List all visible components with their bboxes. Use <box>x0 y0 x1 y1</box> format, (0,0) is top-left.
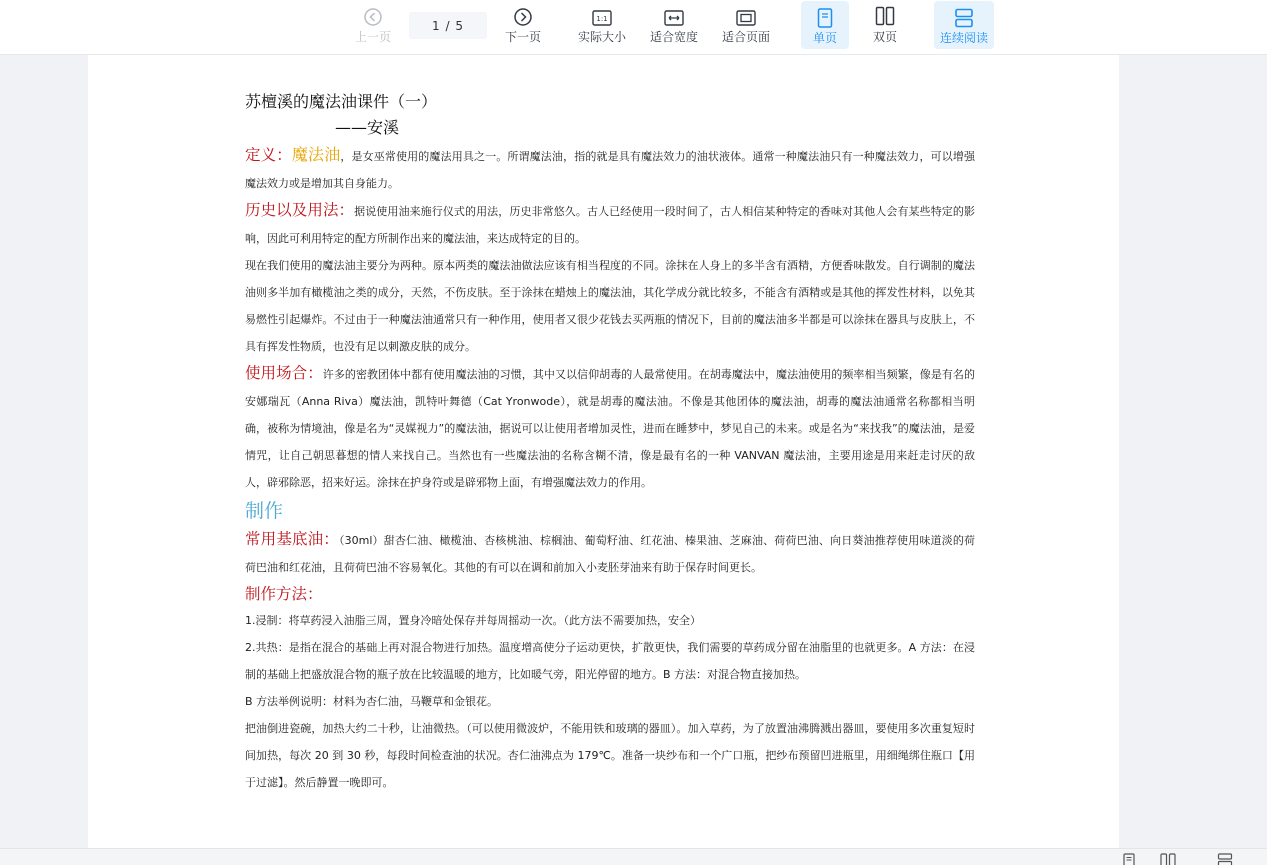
step-2-paragraph: 2.共热：是指在混合的基础上再对混合物进行加热。温度增高使分子运动更快，扩散更快，我们需要的草药成分留在油脂里的也就更多。A 方法：在浸制的基础上把盛放混合物的瓶子放在比较温暖的地方，比如暖气旁，阳光停留的地方。B 方法：对混合物直接加热。 <box>245 641 975 681</box>
double-page-icon[interactable] <box>1160 852 1176 865</box>
bottom-status-bar <box>0 848 1267 865</box>
fit-page-button[interactable] <box>720 0 772 55</box>
definition-paragraph <box>245 141 975 197</box>
prev-page-label: 上一页 <box>354 30 391 44</box>
fit-page-icon <box>736 0 756 30</box>
making-section-heading: 制作 <box>245 500 284 522</box>
double-page-icon <box>875 0 895 30</box>
viewer-toolbar <box>0 0 1267 55</box>
single-page-icon[interactable] <box>1123 852 1135 865</box>
continuous-reading-label: 连续阅读 <box>939 31 988 45</box>
document-viewport[interactable] <box>0 55 1267 848</box>
definition-term: 魔法油 <box>291 145 341 164</box>
fit-page-label: 适合页面 <box>721 30 770 44</box>
fit-width-button[interactable] <box>648 0 700 55</box>
history-paragraph <box>245 197 975 252</box>
double-page-label: 双页 <box>872 30 897 44</box>
continuous-reading-button[interactable] <box>934 1 994 49</box>
continuous-reading-icon[interactable] <box>1217 852 1233 865</box>
history-heading: 历史以及用法： <box>245 201 355 219</box>
actual-size-label: 实际大小 <box>577 30 626 44</box>
occasion-heading: 使用场合： <box>245 364 323 382</box>
circle-right-arrow-icon <box>514 0 532 30</box>
page-number-input[interactable]: 1 / 5 <box>409 12 487 39</box>
document-author: ——安溪 <box>335 118 400 137</box>
continuous-reading-icon <box>954 1 974 31</box>
svg-text:1:1: 1:1 <box>596 15 608 23</box>
actual-size-button[interactable] <box>576 0 628 55</box>
circle-left-arrow-icon <box>364 0 382 30</box>
step-1-paragraph: 1.浸制：将草药浸入油脂三周，置身冷暗处保存并每周摇动一次。（此方法不需要加热，安全） <box>245 614 701 627</box>
next-page-label: 下一页 <box>504 30 541 44</box>
base-oil-body: （30ml）甜杏仁油、橄榄油、杏核桃油、棕榈油、葡萄籽油、红花油、榛果油、芝麻油、荷荷巴油、向日葵油推荐使用味道淡的荷荷巴油和红花油，且荷荷巴油不容易氧化。其他的有可以在调和前加入小麦胚芽油来有助于保存时间更长。 <box>245 534 975 574</box>
base-oil-heading: 常用基底油： <box>245 530 339 548</box>
occasion-body: 许多的密教团体中都有使用魔法油的习惯，其中又以信仰胡毒的人最常使用。在胡毒魔法中，魔法油使用的频率相当频繁，像是有名的安娜瑞瓦（Anna Riva）魔法油，凯特叶舞德（Cat Yronwode），就是胡毒的魔法油。不像是其他团体的魔法油，胡毒的魔法油通常名称都相当明确，被称为情境油，像是名为“灵媒视力”的魔法油，据说可以让使用者增加灵性，进而在睡梦中，梦见自己的未来。或是名为“来找我”的魔法油，是爱情咒，让自己朝思暮想的情人来找自己。当然也有一些魔法油的名称含糊不清，像是最有名的一种 VANVAN 魔法油，主要用途是用来赶走讨厌的敌人，辟邪除恶，招来好运。涂抹在护身符或是辟邪物上面，有增强魔法效力的作用。 <box>245 368 975 489</box>
document-page <box>88 55 1119 848</box>
single-page-button[interactable] <box>801 1 849 49</box>
fit-width-icon <box>664 0 684 30</box>
actual-size-icon <box>592 0 612 30</box>
definition-body: ，是女巫常使用的魔法用具之一。所谓魔法油，指的就是具有魔法效力的油状液体。通常一种魔法油只有一种魔法效力，可以增强魔法效力或是增加其自身能力。 <box>245 150 975 190</box>
definition-heading: 定义： <box>245 146 292 164</box>
prev-page-button[interactable] <box>352 0 394 55</box>
page-content <box>245 89 975 796</box>
base-oil-paragraph <box>245 526 975 581</box>
method-heading: 制作方法： <box>245 585 323 603</box>
occasion-paragraph <box>245 360 975 496</box>
document-title: 苏檀溪的魔法油课件（一） <box>245 92 438 111</box>
double-page-button[interactable] <box>861 0 909 55</box>
next-page-button[interactable] <box>502 0 544 55</box>
history-body: 据说使用油来施行仪式的用法，历史非常悠久。古人已经使用一段时间了，古人相信某种特定的香味对其他人会有某些特定的影响，因此可利用特定的配方所制作出来的魔法油，来达成特定的目的。 <box>245 205 975 245</box>
fit-width-label: 适合宽度 <box>649 30 698 44</box>
single-page-icon <box>817 1 833 31</box>
example-heading: B 方法举例说明：材料为杏仁油，马鞭草和金银花。 <box>245 695 499 708</box>
example-paragraph: 把油倒进瓷碗，加热大约二十秒，让油微热。（可以使用微波炉，不能用铁和玻璃的器皿）。加入草药，为了放置油沸腾溅出器皿，要使用多次重复短时间加热，每次 20 到 30 秒，每段时间检查油的状况。杏仁油沸点为 179℃。准备一块纱布和一个广口瓶，把纱布预留凹进瓶里，用细绳绑住瓶口【用于过滤】。然后静置一晚即可。 <box>245 722 975 789</box>
types-paragraph: 现在我们使用的魔法油主要分为两种。原本两类的魔法油做法应该有相当程度的不同。涂抹在人身上的多半含有酒精，方便香味散发。自行调制的魔法油则多半加有橄榄油之类的成分，天然，不伤皮肤。至于涂抹在蜡烛上的魔法油，其化学成分就比较多，不能含有酒精或是其他的挥发性材料，以免其易燃性引起爆炸。不过由于一种魔法油通常只有一种作用，使用者又很少花钱去买两瓶的情况下，目前的魔法油多半都是可以涂抹在器具与皮肤上，不具有挥发性物质，也没有足以刺激皮肤的成分。 <box>245 259 975 353</box>
single-page-label: 单页 <box>812 31 837 45</box>
